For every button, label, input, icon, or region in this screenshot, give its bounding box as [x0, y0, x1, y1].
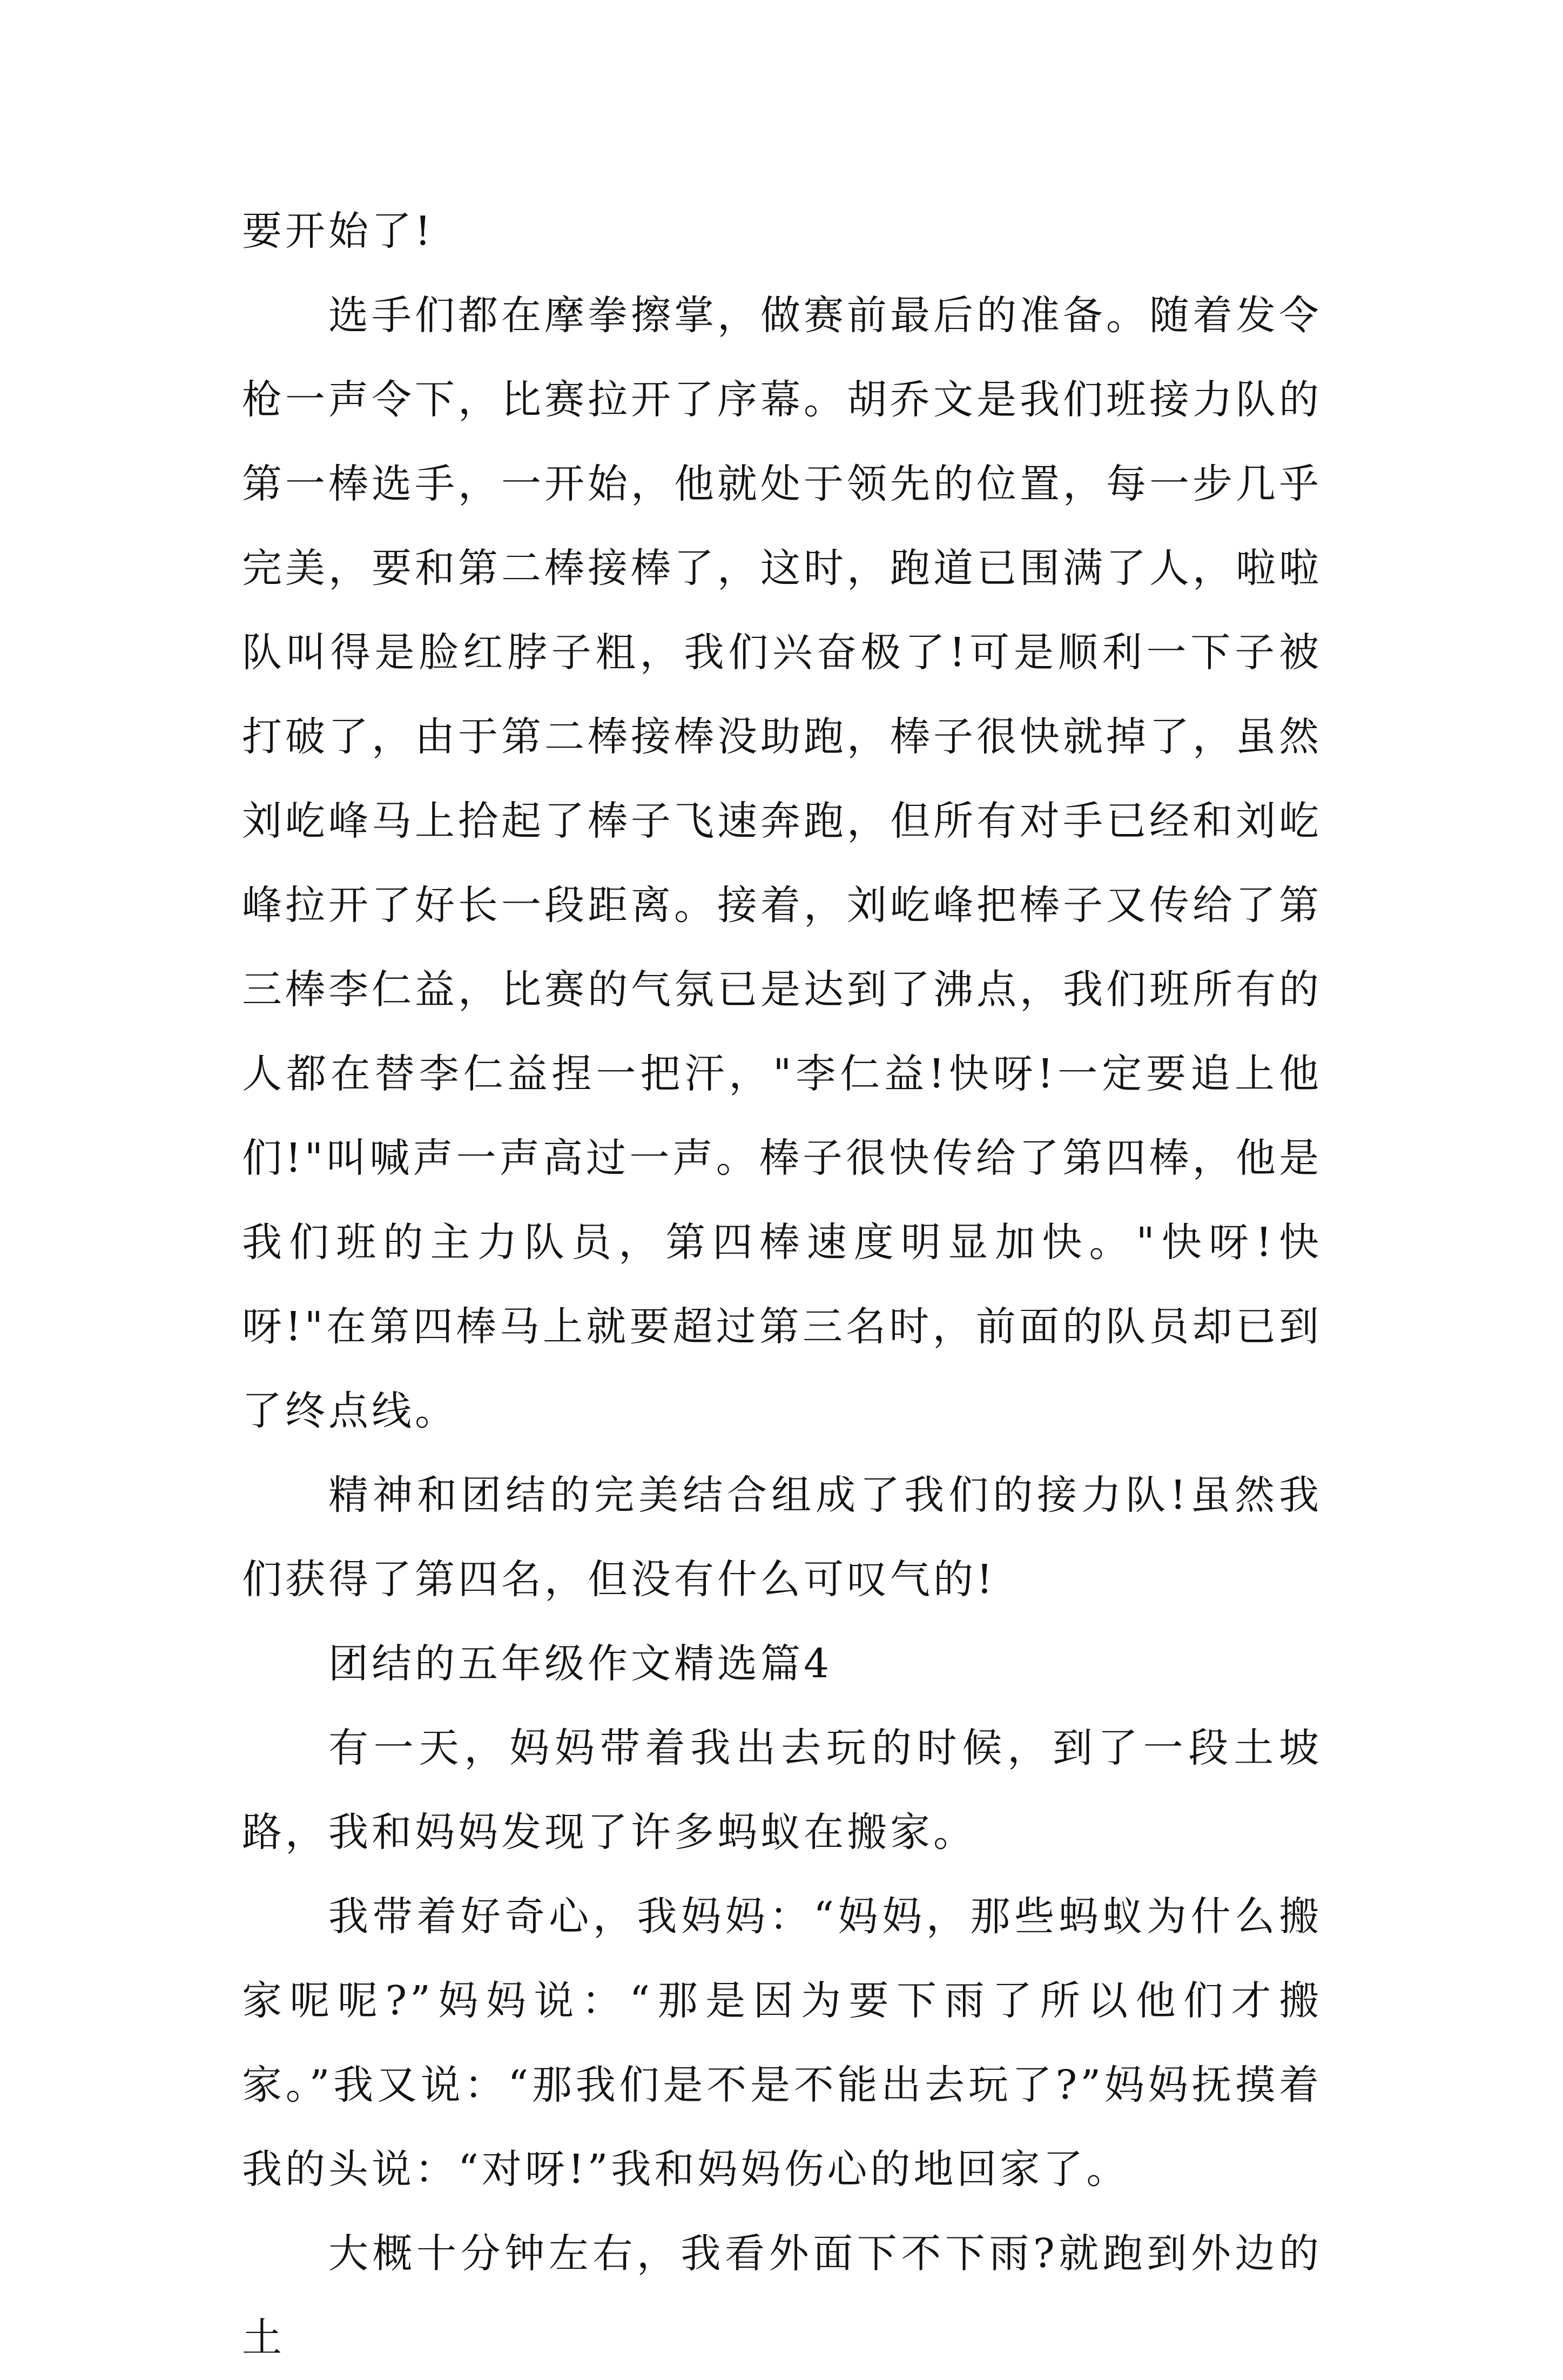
paragraph-2: 选手们都在摩拳擦掌，做赛前最后的准备。随着发令枪一声令下，比赛拉开了序幕。胡乔文是我们班接力队的第一棒选手，一开始，他就处于领先的位置，每一步几乎完美，要和第二棒接棒了，这时，跑道已围满了人，啦啦队叫得是脸红脖子粗，我们兴奋极了!可是顺利一下子被打破了，由于第二棒接棒没助跑，棒子很快就掉了，虽然刘屹峰马上拾起了棒子飞速奔跑，但所有对手已经和刘屹峰拉开了好长一段距离。接着，刘屹峰把棒子又传给了第三棒李仁益，比赛的气氛已是达到了沸点，我们班所有的人都在替李仁益捏一把汗，"李仁益!快呀!一定要追上他们!"叫喊声一声高过一声。棒子很快传给了第四棒，他是我们班的主力队员，第四棒速度明显加快。"快呀!快呀!"在第四棒马上就要超过第三名时，前面的队员却已到了终点线。 [242, 292, 1322, 1434]
section-heading: 团结的五年级作文精选篇4 [328, 1641, 833, 1687]
paragraph-1: 要开始了! [242, 208, 434, 254]
paragraph-3: 精神和团结的完美结合组成了我们的接力队!虽然我们获得了第四名，但没有什么可叹气的! [242, 1472, 1322, 1603]
document-page [242, 189, 1322, 2380]
paragraph-4: 有一天，妈妈带着我出去玩的时候，到了一段土坡路，我和妈妈发现了许多蚂蚁在搬家。 [242, 1725, 1322, 1855]
paragraph-5: 我带着好奇心，我妈妈：“妈妈，那些蚂蚁为什么搬家呢呢?”妈妈说：“那是因为要下雨了所以他们才搬家。”我又说：“那我们是不是不能出去玩了?”妈妈抚摸着我的头说：“对呀!”我和妈妈伤心的地回家了。 [242, 1893, 1322, 2193]
paragraph-6: 大概十分钟左右，我看外面下不下雨?就跑到外边的土 [242, 2230, 1322, 2361]
